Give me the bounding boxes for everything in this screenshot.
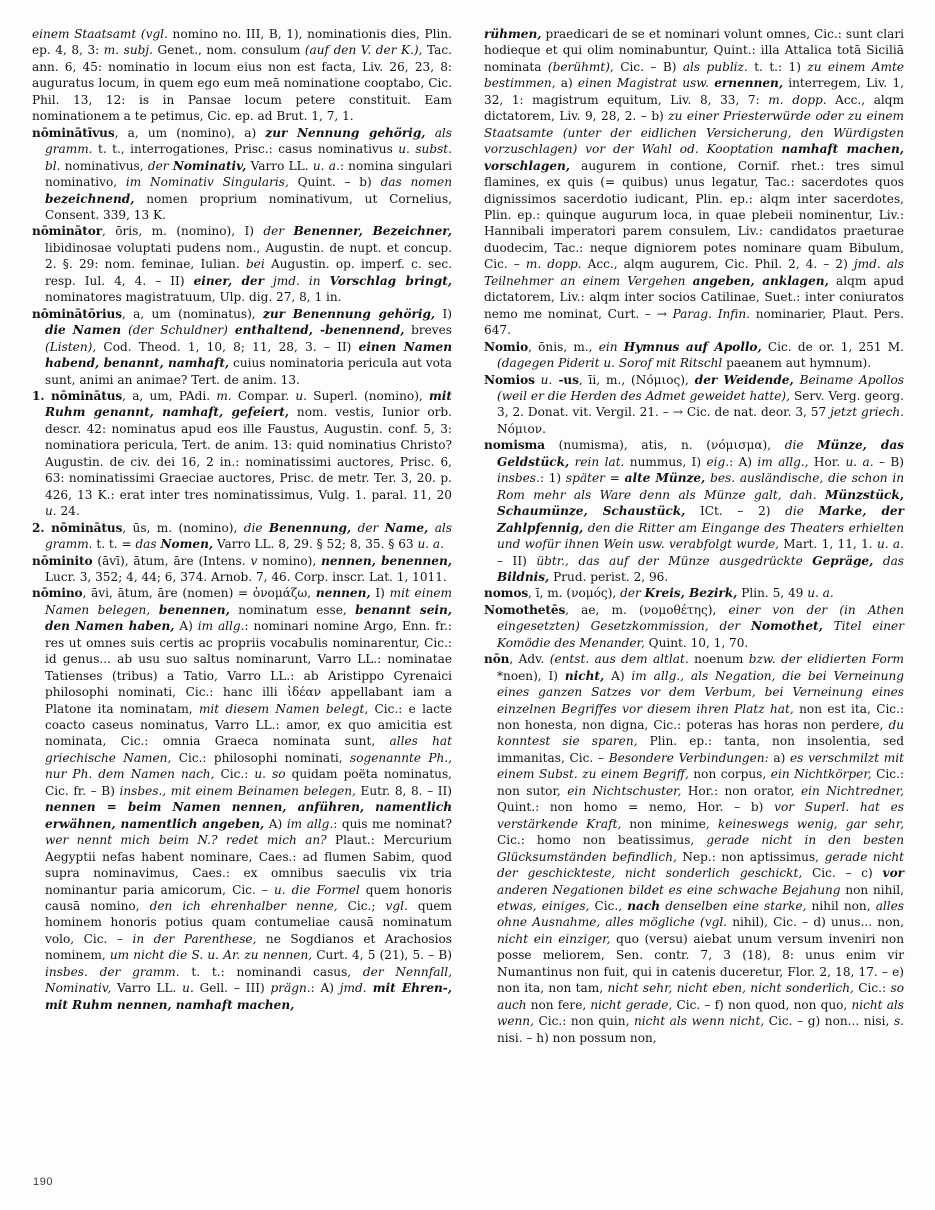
italic-note: im Nominativ Singularis, <box>125 175 289 190</box>
right-column <box>484 26 904 1156</box>
headword: nōminito <box>32 553 93 568</box>
dictionary-entry: 1. nōminātus, a, um, PAdi. m. Compar. u. Superl. (nomino), mit Ruhm genannt, namhaft, gefeiert, nom. vestis, Iunior orb. descr. 42: nominatus apud eos ille Faustus, Augustin. conf. 5, 3: nominatiora pericula, Tert. de anim. 13: quid nominatius Christo? Augustin. de civ. dei 16, 2 in.: nominatissimi auctores, Prisc. 6, 63: nominatissimi Graeciae auctores, Prisc. de metr. Ter. 3, 20. p. 426, 13 K.: erat inter tres nominatissimus, Vulg. 1. paral. 11, 20 u. 24. <box>32 388 452 519</box>
dictionary-entry: nōminātor, ōris, m. (nomino), I) der Benenner, Bezeichner, libidinosae voluptati pudens nom., Augustin. de nupt. et concup. 2. §. 29: nom. feminae, Iulian. bei Augustin. op. imperf. c. sec. resp. Iul. 4, 4. – II) einer, der jmd. in Vorschlag bringt, nominatores magistratuum, Ulp. dig. 27, 8, 1 in. <box>32 224 452 305</box>
italic-note: jetzt griech. <box>830 405 904 420</box>
italic-note: ein <box>598 339 624 354</box>
italic-note: nicht ein einziger, <box>497 931 611 946</box>
headword: nōmino <box>32 586 83 601</box>
italic-note: ein Nichtschuster, <box>567 783 682 798</box>
italic-note: zu einem Amte bestimmen, <box>484 59 904 91</box>
italic-note: bei <box>245 257 265 272</box>
headword: nōn <box>484 652 510 667</box>
dictionary-entry: nōminātīvus, a, um (nomino), a) zur Nennung gehörig, als gramm. t. t., interrogationes, Prisc.: casus nominativus u. subst. bl. nominativus, der Nominativ, Varro LL. u. a.: nomina singulari nominativo, im Nominativ Singularis, Quint. – b) das nomen bezeichnend, nomen proprium nominativum, ut Cornelius, Consent. 339, 13 K. <box>32 125 453 222</box>
italic-note: s. <box>893 1014 904 1029</box>
italic-note: der <box>147 158 173 173</box>
german-gloss: der Weidende, <box>694 372 794 387</box>
italic-note: wer nennt mich beim N.? redet mich an? <box>45 833 327 848</box>
italic-note: übtr., das auf der Münze ausgedrückte <box>536 553 813 568</box>
italic-note: die <box>243 520 269 535</box>
dictionary-entry: nōmino, āvi, ātum, āre (nomen) = ὀνομάζω, nennen, I) mit einem Namen belegen, benennen, nominatum esse, benannt sein, den Namen haben, A) im allg.: nominari nomine Argo, Enn. fr.: res ut omnes suis certis ac propriis vocabulis nominarentur, Cic.: id genus... ab usu suo saltus nominarunt, Varro LL.: nominatae Tatienses (tribus) a Tatio, Varro LL.: ab Aristippo Cyrenaici philosophi nominati, Cic.: hanc illi ἰδέαν appellabant iam a Platone ita nominatam, mit diesem Namen belegt, Cic.: e lacte coacto caseus nominatus, Varro LL.: amor, ex quo amicitia est nominata, Cic.: omnia Graeca nominata sunt, alles hat griechische Namen, Cic.: philosophi nominati, sogenannte Ph., nur Ph. dem Namen nach, Cic.: u. so quidam poëta nominatus, Cic. fr. – B) insbes., mit einem Beinamen belegen, Eutr. 8, 8. – II) nennen = beim Namen nennen, anführen, namentlich erwähnen, namentlich angeben, A) im allg.: quis me nominat? wer nennt mich beim N.? redet mich an? Plaut.: Mercurium Aegyptii nefas habent nominare, Caes.: ad flumen Sabim, quod supra nominavimus, Caes.: ex omnibus saeculis vix tria nominantur paria amicorum, Cic. – u. die Formel quem honoris causā nomino, den ich ehrenhalber nenne, Cic.; vgl. quem hominem honoris potius quam contumeliae causā nominatum volo, Cic. – in der Parenthese, ne Sogdianos et Arachosios nominem, um nicht die S. u. Ar. zu nennen, Curt. 4, 5 (21), 5. – B) insbes. der gramm. t. t.: nominandi casus, der Nennfall, Nominativ, Varro LL. u. Gell. – III) prägn.: A) jmd. mit Ehren-, mit Ruhm nennen, namhaft machen, <box>32 586 453 1012</box>
italic-note: u. a. <box>417 537 444 552</box>
italic-note: der <box>620 586 645 601</box>
italic-note: bes. ausländische, die schon in Rom mehr als Ware denn als Münze galt, dah. <box>497 471 904 502</box>
dictionary-entry: nomos, ī, m. (νομός), der Kreis, Bezirk, Plin. 5, 49 u. a. <box>484 586 834 601</box>
entry-continuation: rühmen, praedicari de se et nominari volunt omnes, Cic.: sunt clari hodieque et qui olim nominabuntur, Quint.: illa Attalica totā Siciliā nominata (berühmt), Cic. – B) als publiz. t. t.: 1) zu einem Amte bestimmen, a) einen Magistrat usw. ernennen, interregem, Liv. 1, 32, 1: magistrum equitum, Liv. 8, 33, 7: m. dopp. Acc., alqm dictatorem, Liv. 9, 28, 2. – b) zu einer Priesterwürde oder zu einem Staatsamte (unter der eidlichen Versicherung, den Würdigsten vorzuschlagen) vor der Wahl od. Kooptation namhaft machen, vorschlagen, augurem in contione, Cornif. rhet.: tres simul flamines, ex quis (= quibus) unus legatur, Tac.: sacerdotes quos dignissimos sacerdotio iudicant, Plin. ep.: alqm inter sacerdotes, Plin. ep.: quinque augurum loca, in quae plebeii nominentur, Liv.: Hannibali imperatori parem consulem, Liv.: candidatos praeturae duodecim, Tac.: neque digniorem potes nominare quam Bibulum, Cic. – m. dopp. Acc., alqm augurem, Cic. Phil. 2, 4. – 2) jmd. als Teilnehmer an einem Vergehen angeben, anklagen, alqm apud dictatorem, Liv.: alqm inter socios Catilinae, Suet.: inter coniuratos nemo me nominat, Curt. – → Parag. Infin. nominarier, Plaut. Pers. 647. <box>484 27 904 338</box>
italic-note: den die Ritter am Eingange des Theaters erhielten und wofür ihnen Wein usw. verabfolgt wurde, <box>497 520 904 552</box>
italic-note: vgl. <box>385 899 408 914</box>
italic-note: (dagegen Piderit u. Sorof mit Ritschl <box>497 356 723 371</box>
dictionary-entry: Nomothetēs, ae, m. (νομοθέτης), einer von der (in Athen eingesetzten) Gesetzkommission, der Nomothet, Titel einer Komödie des Menander, Quint. 10, 1, 70. <box>484 602 905 650</box>
italic-note: prägn. <box>270 981 311 996</box>
german-gloss: einen Namen habend, benannt, namhaft, <box>45 339 452 371</box>
italic-note: gerade nicht der geschickteste, nicht sonderlich geschickt, <box>497 849 904 881</box>
italic-note: du konntest sie sparen, <box>497 718 904 749</box>
headword: Nomio <box>484 339 529 354</box>
german-gloss: namhaft machen, vorschlagen, <box>484 142 904 173</box>
italic-note: sogenannte Ph., nur Ph. dem Namen nach, <box>45 750 452 782</box>
german-gloss: nicht, <box>564 668 605 683</box>
page-columns <box>32 26 904 1156</box>
italic-note: insbes., mit einem Beinamen belegen, <box>119 783 356 798</box>
italic-note: m. <box>216 388 232 403</box>
german-gloss: Nomothet, <box>750 619 823 634</box>
italic-note: als publiz. <box>682 59 748 74</box>
italic-note: denselben eine starke, <box>660 899 807 914</box>
italic-note: u. a. <box>807 586 834 601</box>
italic-note: als gramm. <box>45 125 452 157</box>
italic-note: der <box>351 520 385 535</box>
dictionary-entry: nomisma (numisma), atis, n. (νόμισμα), die Münze, das Geldstück, rein lat. nummus, I) eig.: A) im allg., Hor. u. a. – B) insbes.: 1) später = alte Münze, bes. ausländische, die schon in Rom mehr als Ware denn als Münze galt, dah. Münzstück, Schaumünze, Schaustück, ICt. – 2) die Marke, der Zahlpfennig, den die Ritter am Eingange des Theaters erhielten und wofür ihnen Wein usw. verabfolgt wurde, Mart. 1, 11, 1. u. a. – II) übtr., das auf der Münze ausgedrückte Gepräge, das Bildnis, Prud. perist. 2, 96. <box>484 438 904 584</box>
german-gloss: Nominativ, <box>172 158 247 173</box>
italic-note: u. subst. bl. <box>45 142 453 173</box>
german-gloss: die Namen <box>45 323 129 338</box>
german-gloss: ernennen, <box>714 76 784 91</box>
german-gloss: bezeichnend, <box>45 191 135 206</box>
german-gloss: zur Benennung gehörig, <box>263 306 436 321</box>
german-gloss: zur Nennung gehörig, <box>265 125 426 140</box>
italic-note: v <box>250 553 258 568</box>
german-gloss: mit Ehren-, mit Ruhm nennen, namhaft machen, <box>45 981 453 1012</box>
italic-note: Besondere Verbindungen: <box>608 750 769 765</box>
italic-note: u. <box>182 981 194 996</box>
italic-note: (auf den V. der K.), <box>304 43 423 58</box>
italic-note: um nicht die S. u. Ar. zu nennen, <box>109 948 313 963</box>
italic-note: zu einer Priesterwürde oder zu einem Staatsamte (unter der eidlichen Versicherung, den Würdigsten vorzuschlagen) vor der Wahl od. Kooptation <box>484 109 904 157</box>
italic-note: in der Parenthese, <box>132 931 257 946</box>
italic-note: (der Schuldner) <box>128 323 228 338</box>
german-gloss: Marke, der Zahlpfennig, <box>497 504 904 535</box>
italic-note: einem Staatsamt (vgl. <box>32 27 168 41</box>
italic-note: (berühmt), <box>547 59 614 74</box>
italic-note: im allg., als Negation, die bei Verneinung eines ganzen Satzes vor dem Verbum, bei Verneinung eines einzelnen Begriffes vor diesem ihren Platz hat, <box>497 668 905 716</box>
german-gloss: Name, <box>384 520 429 535</box>
italic-note: vor Superl. hat es verstärkende Kraft, <box>497 800 904 831</box>
entry-continuation: einem Staatsamt (vgl. nomino no. III, B, 1), nominationis dies, Plin. ep. 4, 8, 3: m. subj. Genet., nom. consulum (auf den V. der K.), Tac. ann. 6, 45: nominatio in locum eius non est facta, Liv. 26, 23, 8: auguratus locum, in quem ego eum meā nominatione cooptabo, Cic. Phil. 13, 12: is in Pansae locum petere constituit. Eam nominationem a te petimus, Cic. ep. ad Brut. 1, 7, 1. <box>32 27 452 124</box>
italic-note: jmd. <box>264 273 300 288</box>
italic-note: einer von der (in Athen eingesetzten) Gesetzkommission, der <box>497 602 905 634</box>
german-gloss: Benennung, <box>268 520 352 535</box>
german-gloss: Münze, das Geldstück, <box>497 438 904 469</box>
italic-note: u. <box>45 504 57 519</box>
headword: Nomios <box>484 372 535 387</box>
german-gloss: nennen, <box>315 586 371 601</box>
german-gloss: nennen = beim Namen nennen, anführen, namentlich erwähnen, namentlich angeben, <box>45 800 452 831</box>
german-gloss: Gepräge, <box>812 553 874 568</box>
italic-note: jmd. <box>339 981 367 996</box>
italic-note: m. dopp. <box>525 257 582 272</box>
italic-note: so auch <box>497 981 904 1012</box>
italic-note: u. die Formel <box>273 882 360 897</box>
german-gloss: rühmen, <box>484 27 542 41</box>
italic-note: im allg. <box>197 619 245 634</box>
italic-note: in <box>299 273 330 288</box>
italic-note: später = <box>565 471 625 486</box>
italic-note: das <box>135 537 161 552</box>
headword: nōminātōrius <box>32 306 122 321</box>
german-gloss: Hymnus auf Apollo, <box>623 339 762 354</box>
italic-note: etwas, einiges, <box>497 899 590 914</box>
german-gloss: benennen, <box>150 602 230 617</box>
italic-note: im allg., <box>757 454 809 469</box>
italic-note: bzw. der elidierten Form <box>748 652 905 667</box>
italic-note: Titel einer Komödie des Menander, <box>497 619 904 650</box>
italic-note: ein Nichtredner, <box>800 783 905 798</box>
italic-note: es verschmilzt mit einem Subst. zu einem Begriff, <box>497 750 904 782</box>
dictionary-entry: nōn, Adv. (entst. aus dem altlat. noenum bzw. der elidierten Form *noen), I) nicht, A) im allg., als Negation, die bei Verneinung eines ganzen Satzes vor dem Verbum, bei Verneinung eines einzelnen Begriffes vor diesem ihren Platz hat, non est ita, Cic.: non honesta, non digna, Cic.: poteras has horas non perdere, du konntest sie sparen, Plin. ep.: tanta, non insolentia, sed immanitas, Cic. – Besondere Verbindungen: a) es verschmilzt mit einem Subst. zu einem Begriff, non corpus, ein Nichtkörper, Cic.: non sutor, ein Nichtschuster, Hor.: non orator, ein Nichtredner, Quint.: non homo = nemo, Hor. – b) vor Superl. hat es verstärkende Kraft, non minime, keineswegs wenig, gar sehr, Cic.: homo non beatissimus, gerade nicht in den besten Glücksumständen befindlich, Nep.: non aptissimus, gerade nicht der geschickteste, nicht sonderlich geschickt, Cic. – c) vor anderen Negationen bildet es eine schwache Bejahung non nihil, etwas, einiges, Cic., nach denselben eine starke, nihil non, alles ohne Ausnahme, alles mögliche (vgl. nihil), Cic. – d) unus... non, nicht ein einziger, quo (versu) aiebat unum versum inveniri non posse meliorem, Sen. contr. 7, 3 (18), 8: unus enim vir Numantinus non fuit, qui in catenis duceretur, Flor. 2, 18, 17. – e) non ita, non tam, nicht sehr, nicht eben, nicht sonderlich, Cic.: so auch non fere, nicht gerade, Cic. – f) non quod, non quo, nicht als wenn, Cic.: non quin, nicht als wenn nicht, Cic. – g) non... nisi, s. nisi. – h) non possum non, <box>484 652 905 1045</box>
italic-note: den ich ehrenhalber nenne, <box>149 899 338 914</box>
italic-note: ein Nichtkörper, <box>770 767 872 782</box>
dictionary-entry: nōminātōrius, a, um (nominatus), zur Benennung gehörig, I) die Namen (der Schuldner) enthaltend, -benennend, breves (Listen), Cod. Theod. 1, 10, 8; 11, 28, 3. – II) einen Namen habend, benannt, namhaft, cuius nominatoria pericula aut vota sunt, animi an animae? Tert. de anim. 13. <box>32 306 452 387</box>
italic-note: als gramm. <box>45 520 452 552</box>
italic-note: Beiname Apollos (weil er die Herden des Admet geweidet hatte), <box>497 372 905 403</box>
german-gloss: Kreis, Bezirk, <box>644 586 738 601</box>
italic-note: der <box>263 224 294 239</box>
italic-note: eig. <box>706 454 730 469</box>
italic-note: alles hat griechische Namen, <box>45 734 452 765</box>
italic-note: insbes. <box>497 471 540 486</box>
german-gloss: Bildnis, <box>497 569 550 584</box>
dictionary-entry: 2. nōminātus, ūs, m. (nomino), die Benennung, der Name, als gramm. t. t. = das Nomen, Varro LL. 8, 29. § 52; 8, 35. § 63 u. a. <box>32 520 452 552</box>
headword: 1. nōminātus <box>32 388 123 403</box>
italic-note: rein lat. <box>569 454 625 469</box>
italic-note: Parag. Infin. <box>672 306 750 321</box>
italic-note: u. a. <box>876 537 904 552</box>
headword: nōminātor <box>32 224 103 239</box>
italic-note: keineswegs wenig, gar sehr, <box>717 816 904 831</box>
italic-note: alles ohne Ausnahme, alles mögliche (vgl. <box>497 899 905 930</box>
headword: nōminātīvus <box>32 125 115 140</box>
italic-note: u. a. <box>845 454 874 469</box>
headword: nomisma <box>484 438 545 453</box>
dictionary-entry: nōminito (āvī), ātum, āre (Intens. v nomino), nennen, benennen, Lucr. 3, 352; 4, 44; 6, 374. Arnob. 7, 46. Corp. inscr. Lat. 1, 1011. <box>32 553 452 584</box>
german-gloss: vor <box>882 866 905 881</box>
dictionary-entry: Nomio, ōnis, m., ein Hymnus auf Apollo, Cic. de or. 1, 251 M. (dagegen Piderit u. Sorof mit Ritschl paeanem aut hymnum). <box>484 339 904 371</box>
german-gloss: nennen, benennen, <box>321 553 452 568</box>
headword: -us <box>552 372 579 387</box>
left-column <box>32 26 452 1156</box>
german-gloss: benannt sein, den Namen haben, <box>45 602 453 634</box>
italic-note: nicht als wenn nicht, <box>634 1014 765 1029</box>
italic-note: (entst. aus dem altlat. <box>549 652 689 667</box>
italic-note: die <box>785 504 819 519</box>
german-gloss: Münzstück, Schaumünze, Schaustück, <box>497 487 904 519</box>
italic-note: m. dopp. <box>768 92 827 107</box>
german-gloss: einer, der <box>193 273 264 288</box>
italic-note: das nomen <box>380 175 452 190</box>
german-gloss: Nomen, <box>160 537 214 552</box>
italic-note: insbes. der gramm. <box>45 964 180 979</box>
headword: 2. nōminātus <box>32 520 123 535</box>
italic-note: der Nennfall, Nominativ, <box>45 964 452 996</box>
italic-note: mit diesem Namen belegt, <box>198 701 369 716</box>
italic-note: im allg. <box>286 816 334 831</box>
italic-note: gerade nicht in den besten Glücksumständen befindlich, <box>497 833 905 864</box>
german-gloss: Vorschlag bringt, <box>329 273 452 288</box>
italic-note: m. subj. <box>103 43 153 58</box>
headword: nomos <box>484 586 529 601</box>
italic-note: die <box>784 438 818 453</box>
italic-note: einen Magistrat usw. <box>577 76 715 91</box>
italic-note: u. a. <box>312 158 340 173</box>
headword: Nomothetēs <box>484 602 566 617</box>
italic-note: anderen Negationen bildet es eine schwache Bejahung <box>497 882 841 897</box>
italic-note: u. <box>295 388 308 403</box>
dictionary-entry: Nomios u. -us, īi, m., (Νόμιος), der Weidende, Beiname Apollos (weil er die Herden des Admet geweidet hatte), Serv. Verg. georg. 3, 2. Donat. vit. Vergil. 21. – → Cic. de nat. deor. 3, 57 jetzt griech. Νόμιον. <box>484 372 905 436</box>
italic-note: das <box>873 553 904 568</box>
italic-note: nicht sehr, nicht eben, nicht sonderlich, <box>607 981 854 996</box>
german-gloss: mit Ruhm genannt, namhaft, gefeiert, <box>45 388 452 420</box>
italic-note: nicht als wenn, <box>497 997 904 1029</box>
page-number: 190 <box>33 1176 54 1188</box>
italic-note: u. <box>534 372 553 387</box>
german-gloss: nach <box>627 899 661 914</box>
italic-note: jmd. als Teilnehmer an einem Vergehen <box>484 257 904 288</box>
german-gloss: angeben, anklagen, <box>692 273 829 288</box>
italic-note: u. so <box>254 767 286 782</box>
german-gloss: Benenner, Bezeichner, <box>293 224 452 239</box>
italic-note: (Listen), <box>45 339 97 354</box>
german-gloss: enthaltend, -benennend, <box>227 323 405 338</box>
german-gloss: alte Münze, <box>624 471 706 486</box>
italic-note: mit einem Namen belegen, <box>45 586 452 617</box>
italic-note: nicht gerade, <box>590 997 673 1012</box>
